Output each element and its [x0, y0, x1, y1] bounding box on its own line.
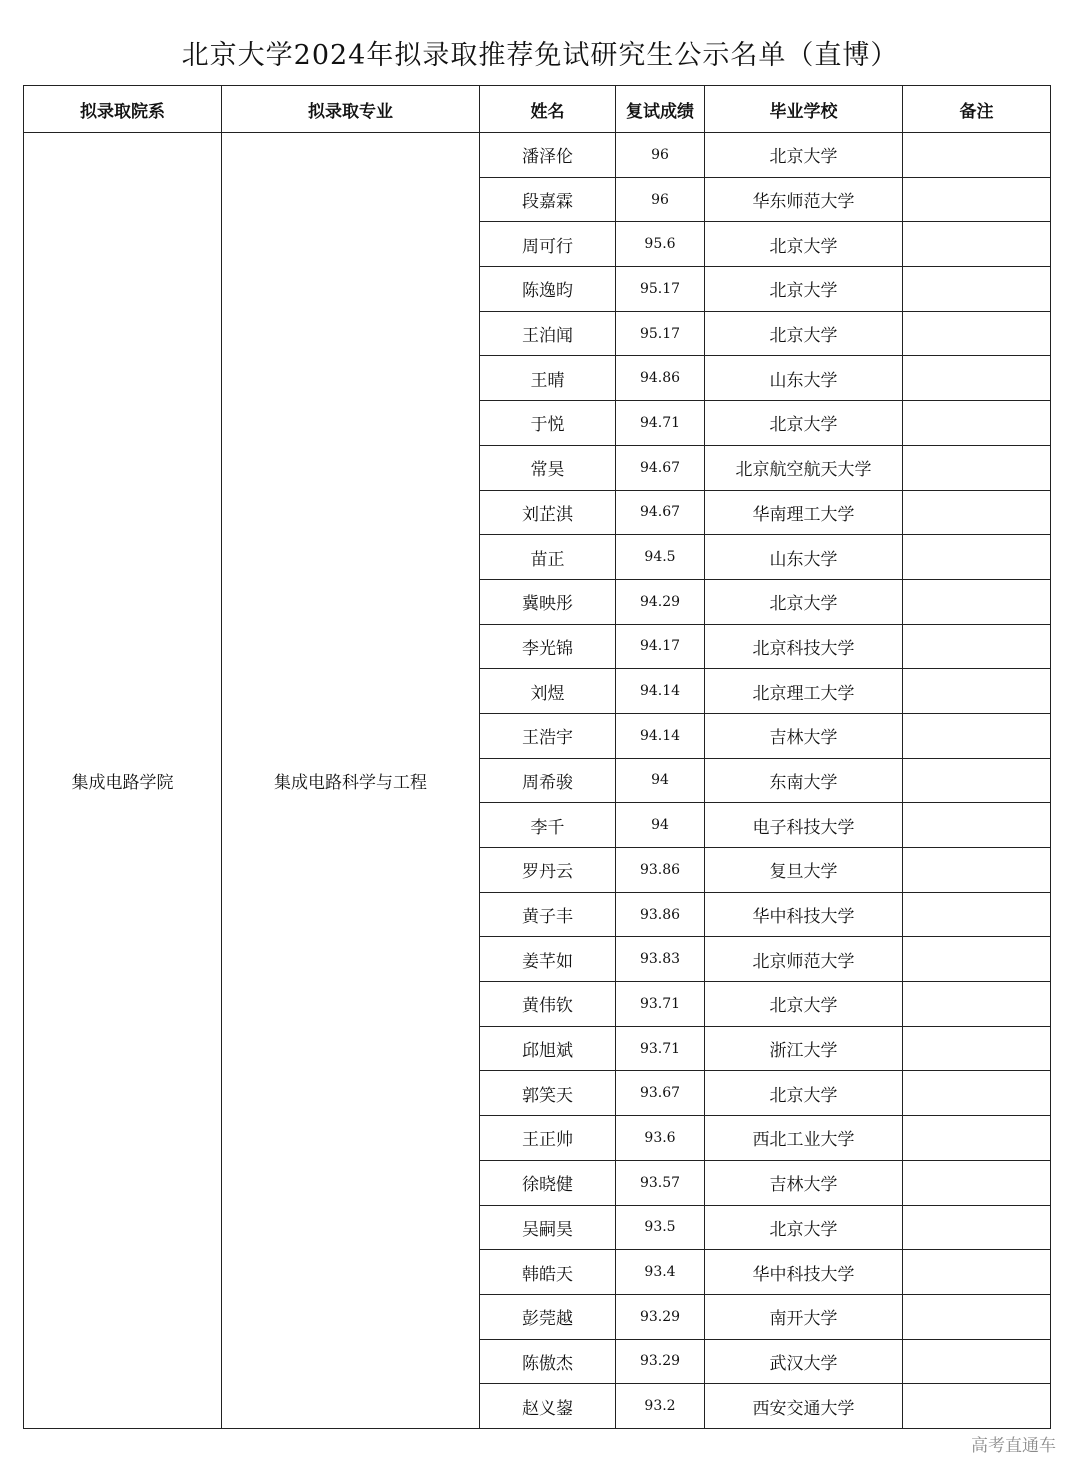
score-cell: 93.4 — [616, 1250, 705, 1295]
school-cell: 北京大学 — [705, 1071, 903, 1116]
name-cell: 李光锦 — [480, 624, 616, 669]
name-cell: 陈逸昀 — [480, 267, 616, 312]
school-cell: 华中科技大学 — [705, 892, 903, 937]
score-cell: 94.71 — [616, 401, 705, 446]
score-cell: 94.14 — [616, 713, 705, 758]
score-cell: 93.71 — [616, 982, 705, 1027]
score-cell: 94.14 — [616, 669, 705, 714]
name-cell: 段嘉霖 — [480, 177, 616, 222]
score-cell: 93.83 — [616, 937, 705, 982]
note-cell — [903, 490, 1051, 535]
note-cell — [903, 133, 1051, 178]
name-cell: 王正帅 — [480, 1116, 616, 1161]
table-header-row — [24, 86, 1051, 133]
note-cell — [903, 311, 1051, 356]
school-cell: 南开大学 — [705, 1294, 903, 1339]
note-cell — [903, 1160, 1051, 1205]
note-cell — [903, 1384, 1051, 1429]
school-cell: 华中科技大学 — [705, 1250, 903, 1295]
name-cell: 周希骏 — [480, 758, 616, 803]
note-cell — [903, 848, 1051, 893]
note-cell — [903, 758, 1051, 803]
name-cell: 陈傲杰 — [480, 1339, 616, 1384]
score-cell: 94 — [616, 803, 705, 848]
name-cell: 刘芷淇 — [480, 490, 616, 535]
header-school: 毕业学校 — [705, 86, 903, 133]
note-cell — [903, 713, 1051, 758]
score-cell: 93.29 — [616, 1339, 705, 1384]
note-cell — [903, 535, 1051, 580]
school-cell: 山东大学 — [705, 535, 903, 580]
note-cell — [903, 982, 1051, 1027]
school-cell: 北京大学 — [705, 982, 903, 1027]
school-cell: 武汉大学 — [705, 1339, 903, 1384]
note-cell — [903, 937, 1051, 982]
note-cell — [903, 222, 1051, 267]
note-cell — [903, 1294, 1051, 1339]
table-body — [24, 133, 1051, 1429]
school-cell: 北京大学 — [705, 401, 903, 446]
note-cell — [903, 356, 1051, 401]
score-cell: 96 — [616, 177, 705, 222]
name-cell: 苗正 — [480, 535, 616, 580]
school-cell: 北京大学 — [705, 133, 903, 178]
name-cell: 王浩宇 — [480, 713, 616, 758]
score-cell: 93.67 — [616, 1071, 705, 1116]
school-cell: 华南理工大学 — [705, 490, 903, 535]
score-cell: 93.5 — [616, 1205, 705, 1250]
note-cell — [903, 803, 1051, 848]
name-cell: 冀映彤 — [480, 579, 616, 624]
school-cell: 北京航空航天大学 — [705, 445, 903, 490]
name-cell: 吴嗣昊 — [480, 1205, 616, 1250]
note-cell — [903, 579, 1051, 624]
name-cell: 于悦 — [480, 401, 616, 446]
score-cell: 94.86 — [616, 356, 705, 401]
score-cell: 93.86 — [616, 892, 705, 937]
admission-table — [23, 85, 1051, 1429]
note-cell — [903, 1071, 1051, 1116]
header-department: 拟录取院系 — [24, 86, 222, 133]
school-cell: 北京师范大学 — [705, 937, 903, 982]
major-cell: 集成电路科学与工程 — [222, 133, 480, 1429]
name-cell: 王晴 — [480, 356, 616, 401]
school-cell: 北京大学 — [705, 311, 903, 356]
score-cell: 95.17 — [616, 267, 705, 312]
school-cell: 复旦大学 — [705, 848, 903, 893]
name-cell: 徐晓健 — [480, 1160, 616, 1205]
header-score: 复试成绩 — [616, 86, 705, 133]
header-major: 拟录取专业 — [222, 86, 480, 133]
name-cell: 邱旭斌 — [480, 1026, 616, 1071]
school-cell: 北京大学 — [705, 222, 903, 267]
school-cell: 山东大学 — [705, 356, 903, 401]
note-cell — [903, 1116, 1051, 1161]
note-cell — [903, 1250, 1051, 1295]
score-cell: 93.86 — [616, 848, 705, 893]
name-cell: 郭笑天 — [480, 1071, 616, 1116]
note-cell — [903, 267, 1051, 312]
score-cell: 93.71 — [616, 1026, 705, 1071]
school-cell: 北京科技大学 — [705, 624, 903, 669]
score-cell: 94 — [616, 758, 705, 803]
header-name: 姓名 — [480, 86, 616, 133]
score-cell: 93.57 — [616, 1160, 705, 1205]
note-cell — [903, 892, 1051, 937]
note-cell — [903, 445, 1051, 490]
school-cell: 吉林大学 — [705, 1160, 903, 1205]
score-cell: 93.2 — [616, 1384, 705, 1429]
note-cell — [903, 1205, 1051, 1250]
score-cell: 94.17 — [616, 624, 705, 669]
score-cell: 94.5 — [616, 535, 705, 580]
score-cell: 94.29 — [616, 579, 705, 624]
score-cell: 95.6 — [616, 222, 705, 267]
school-cell: 北京理工大学 — [705, 669, 903, 714]
table-row — [24, 133, 1051, 178]
note-cell — [903, 1339, 1051, 1384]
school-cell: 北京大学 — [705, 267, 903, 312]
page-title: 北京大学2024年拟录取推荐免试研究生公示名单（直博） — [181, 40, 899, 71]
name-cell: 黄伟钦 — [480, 982, 616, 1027]
note-cell — [903, 177, 1051, 222]
name-cell: 刘煜 — [480, 669, 616, 714]
name-cell: 潘泽伦 — [480, 133, 616, 178]
name-cell: 姜芊如 — [480, 937, 616, 982]
name-cell: 常昊 — [480, 445, 616, 490]
note-cell — [903, 1026, 1051, 1071]
school-cell: 华东师范大学 — [705, 177, 903, 222]
watermark: 高考直通车 — [971, 1436, 1056, 1456]
school-cell: 电子科技大学 — [705, 803, 903, 848]
note-cell — [903, 669, 1051, 714]
name-cell: 彭莞越 — [480, 1294, 616, 1339]
name-cell: 赵义鋆 — [480, 1384, 616, 1429]
school-cell: 北京大学 — [705, 579, 903, 624]
school-cell: 东南大学 — [705, 758, 903, 803]
name-cell: 黄子丰 — [480, 892, 616, 937]
school-cell: 吉林大学 — [705, 713, 903, 758]
score-cell: 93.6 — [616, 1116, 705, 1161]
name-cell: 王泊闻 — [480, 311, 616, 356]
school-cell: 北京大学 — [705, 1205, 903, 1250]
name-cell: 周可行 — [480, 222, 616, 267]
note-cell — [903, 624, 1051, 669]
score-cell: 94.67 — [616, 445, 705, 490]
department-cell: 集成电路学院 — [24, 133, 222, 1429]
score-cell: 96 — [616, 133, 705, 178]
note-cell — [903, 401, 1051, 446]
name-cell: 韩皓天 — [480, 1250, 616, 1295]
score-cell: 94.67 — [616, 490, 705, 535]
score-cell: 95.17 — [616, 311, 705, 356]
name-cell: 李千 — [480, 803, 616, 848]
score-cell: 93.29 — [616, 1294, 705, 1339]
school-cell: 西安交通大学 — [705, 1384, 903, 1429]
name-cell: 罗丹云 — [480, 848, 616, 893]
header-note: 备注 — [903, 86, 1051, 133]
school-cell: 西北工业大学 — [705, 1116, 903, 1161]
school-cell: 浙江大学 — [705, 1026, 903, 1071]
